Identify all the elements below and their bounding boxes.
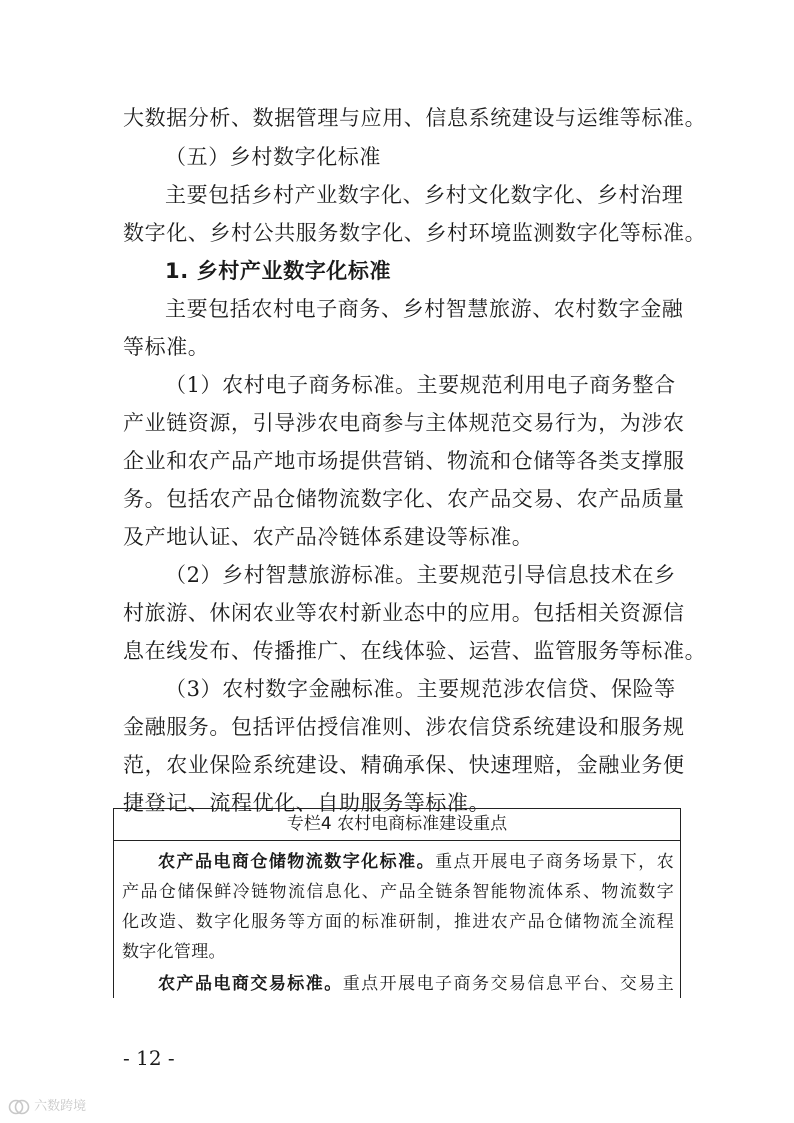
section-heading: （五）乡村数字化标准 xyxy=(165,145,381,169)
box-line xyxy=(158,972,674,996)
paragraph-line: 产业链资源，引导涉农电商参与主体规范交易行为，为涉农 xyxy=(123,411,685,435)
paragraph-line: （2）乡村智慧旅游标准。主要规范引导信息技术在乡 xyxy=(165,563,676,587)
watermark xyxy=(8,1097,86,1117)
box-line: 产品仓储保鲜冷链物流信息化、产品全链条智能物流体系、物流数字 xyxy=(122,882,674,902)
paragraph-line: 金融服务。包括评估授信准则、涉农信贷系统建设和服务规 xyxy=(123,715,685,739)
paragraph-line: 数字化、乡村公共服务数字化、乡村环境监测数字化等标准。 xyxy=(123,221,707,245)
box-line xyxy=(158,850,674,874)
watermark-text: 六数跨境 xyxy=(34,1099,87,1114)
paragraph-line: 及产地认证、农产品冷链体系建设等标准。 xyxy=(123,525,534,549)
subsection-heading: 1. 乡村产业数字化标准 xyxy=(165,259,392,283)
box-text: 重点开展电子商务交易信息平台、交易主 xyxy=(342,974,674,994)
box-item-title: 农产品电商仓储物流数字化标准。 xyxy=(158,852,436,872)
paragraph-line: 大数据分析、数据管理与应用、信息系统建设与运维等标准。 xyxy=(123,106,707,130)
box-line: 化改造、数字化服务等方面的标准研制，推进农产品仓储物流全流程 xyxy=(122,912,674,932)
paragraph-line: 主要包括乡村产业数字化、乡村文化数字化、乡村治理 xyxy=(165,183,684,207)
feature-box-title: 专栏4 农村电商标准建设重点 xyxy=(114,809,680,841)
paragraph-line: 主要包括农村电子商务、乡村智慧旅游、农村数字金融 xyxy=(165,297,684,321)
box-item-title: 农产品电商交易标准。 xyxy=(158,974,343,994)
box-line: 数字化管理。 xyxy=(122,942,226,962)
paragraph-line: 息在线发布、传播推广、在线体验、运营、监管服务等标准。 xyxy=(123,639,707,663)
paragraph-line: （3）农村数字金融标准。主要规范涉农信贷、保险等 xyxy=(165,677,676,701)
watermark-logo-icon xyxy=(8,1099,30,1115)
paragraph-line: 等标准。 xyxy=(123,335,210,359)
feature-box xyxy=(113,808,681,998)
paragraph-line: 范，农业保险系统建设、精确承保、快速理赔，金融业务便 xyxy=(123,753,685,777)
paragraph-line: 务。包括农产品仓储物流数字化、农产品交易、农产品质量 xyxy=(123,487,685,511)
page-number: - 12 - xyxy=(123,1046,175,1070)
paragraph-line: （1）农村电子商务标准。主要规范利用电子商务整合 xyxy=(165,373,676,397)
box-text: 重点开展电子商务场景下，农 xyxy=(435,852,675,872)
paragraph-line: 捷登记、流程优化、自助服务等标准。 xyxy=(123,791,491,815)
paragraph-line: 村旅游、休闲农业等农村新业态中的应用。包括相关资源信 xyxy=(123,601,685,625)
paragraph-line: 企业和农产品产地市场提供营销、物流和仓储等各类支撑服 xyxy=(123,449,685,473)
